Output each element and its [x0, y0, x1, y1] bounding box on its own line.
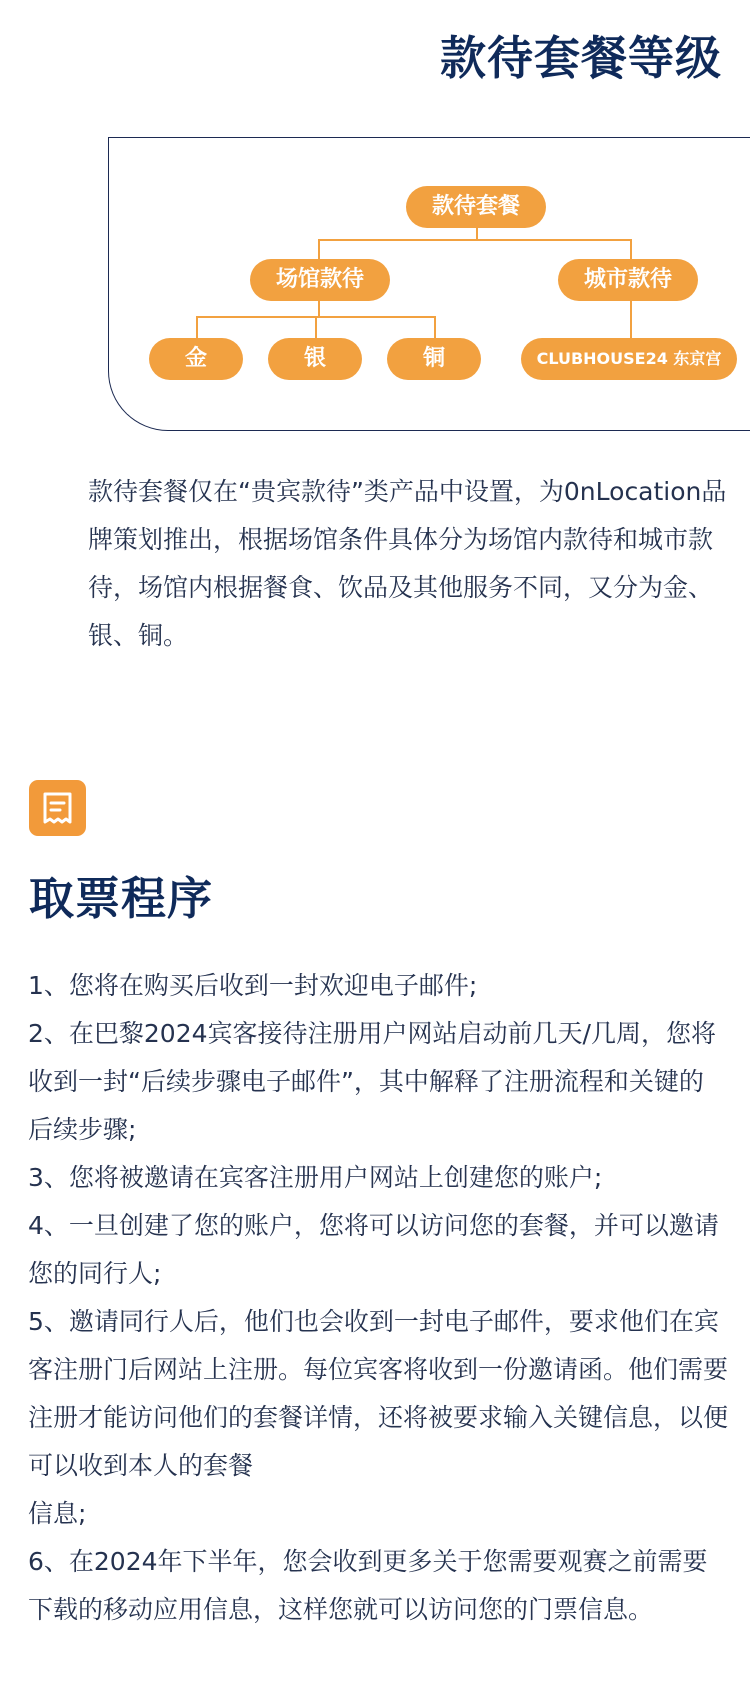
node-bronze: 铜	[387, 338, 481, 380]
ticket-step: 5、邀请同行人后，他们也会收到一封电子邮件，要求他们在宾客注册门后网站上注册。每位宾客将收到一份邀请函。他们需要注册才能访问他们的套餐详情，还将被要求输入关键信息，以便可以收到本人的套餐	[28, 1307, 729, 1480]
node-venue-hospitality: 场馆款待	[250, 259, 390, 301]
node-gold: 金	[149, 338, 243, 380]
connector-venue-drop	[318, 239, 320, 259]
connector-silver-drop	[315, 316, 317, 340]
connector-gold-drop	[196, 316, 198, 340]
ticket-steps-list	[28, 962, 728, 1634]
connector-root-bar	[318, 239, 632, 241]
connector-city-drop	[630, 239, 632, 259]
node-clubhouse24: CLUBHOUSE24 东京宫	[521, 338, 737, 380]
ticket-step: 3、您将被邀请在宾客注册用户网站上创建您的账户;	[28, 1163, 603, 1192]
ticket-step: 6、在2024年下半年，您会收到更多关于您需要观赛之前需要下载的移动应用信息，这样您就可以访问您的门票信息。	[28, 1547, 708, 1624]
ticket-section-title: 取票程序	[29, 872, 214, 925]
hospitality-description: 款待套餐仅在“贵宾款待”类产品中设置，为0nLocation品牌策划推出，根据场馆条件具体分为场馆内款待和城市款待，场馆内根据餐食、饮品及其他服务不同，又分为金、银、铜。	[88, 477, 727, 650]
page-title: 款待套餐等级	[440, 31, 722, 85]
node-silver: 银	[268, 338, 362, 380]
ticket-step: 2、在巴黎2024宾客接待注册用户网站启动前几天/几周，您将收到一封“后续步骤电子邮件”，其中解释了注册流程和关键的后续步骤;	[28, 1019, 716, 1144]
connector-bronze-drop	[434, 316, 436, 340]
ticket-step: 信息;	[28, 1499, 87, 1528]
node-hospitality-packages: 款待套餐	[406, 186, 546, 228]
ticket-step: 1、您将在购买后收到一封欢迎电子邮件;	[28, 971, 478, 1000]
node-city-hospitality: 城市款待	[558, 259, 698, 301]
ticket-icon	[29, 780, 86, 836]
ticket-step: 4、一旦创建了您的账户，您将可以访问您的套餐，并可以邀请您的同行人;	[28, 1211, 719, 1288]
connector-venue-stem	[318, 300, 320, 317]
connector-city-stem	[630, 300, 632, 340]
